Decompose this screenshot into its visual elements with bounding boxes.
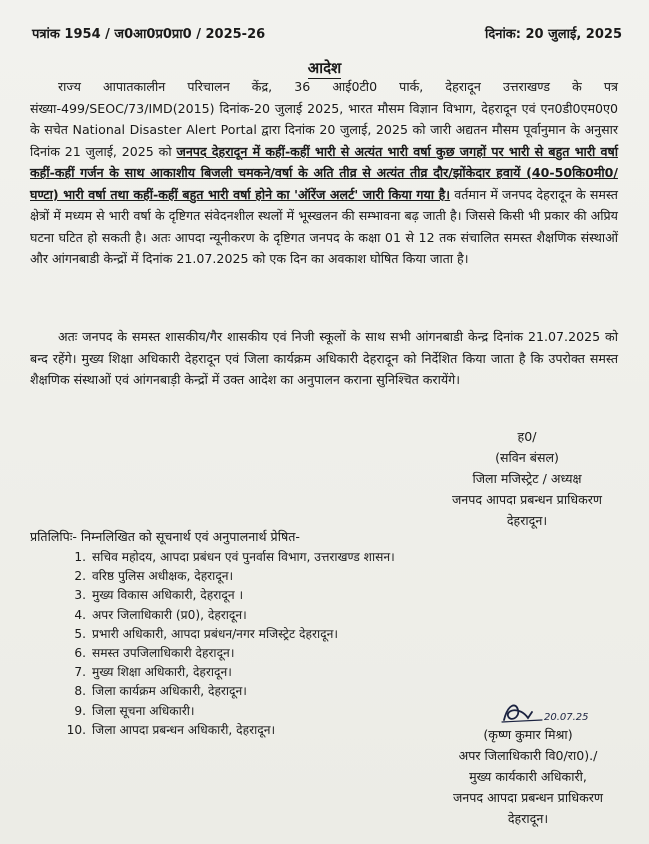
paragraph-1-intro: राज्य आपातकालीन परिचालन केंद्र, 36 आई0टी0 पार्क, देहरादून उत्तराखण्ड के पत्र संख्या-499/SEOC/73/IMD(2015) दिनांक-20 जुलाई 2025, भारत मौसम विज्ञान विभाग, देहरादून एवं एन0डी0एम0ए0 के सचेत National Disaster Alert Portal द्वारा दिनांक 20 जुलाई, 2025 को जारी अद्यतन मौसम पूर्वानुमान के अनुसार दिनांक 21 जुलाई, 2025 को (30, 79, 618, 159)
list-item: 7. मुख्य शिक्षा अधिकारी, देहरादून। (74, 665, 232, 680)
handwritten-signature (498, 700, 618, 726)
signature-date: 20.07.25 (544, 712, 589, 723)
signatory-authority: जनपद आपदा प्रबन्धन प्राधिकरण (451, 492, 603, 507)
list-item: 1. सचिव महोदय, आपदा प्रबंधन एवं पुनर्वास विभाग, उत्तराखण्ड शासन। (74, 550, 395, 564)
list-item: 8. जिला कार्यक्रम अधिकारी, देहरादून। (74, 684, 247, 699)
signature-block-dm (432, 426, 622, 531)
letter-number: पत्रांक 1954 / ज0आ0प्र0प्रा0 / 2025-26 (32, 27, 266, 42)
orange-alert-text: जनपद देहरादून में कहीं-कहीं भारी से अत्यंत भारी वर्षा कुछ जगहों पर भारी से बहुत भारी वर्षा कहीं-कहीं गर्जन के साथ आकाशीय बिजली चमकने/वर्षा के अति तीव्र से अत्यंत तीव्र दौर/झोंकेदार हवायें (40-50कि0मी0/घण्टा) भारी वर्षा तथा कहीं-कहीं बहुत भारी वर्षा होने का 'ऑरेंज अलर्ट' जारी किया गया है। (30, 143, 619, 202)
copy-to-list (66, 548, 486, 740)
document-header (32, 24, 622, 44)
order-paragraph-2: अतः जनपद के समस्त शासकीय/गैर शासकीय एवं निजी स्कूलों के साथ सभी आंगनबाडी केन्द्र दिनांक 21.07.2025 को बन्द रहेंगे। मुख्य शिक्षा अधिकारी देहरादून एवं जिला कार्यक्रम अधिकारी देहरादून को निर्देशित किया जाता है कि उपरोक्त समस्त शैक्षणिक संस्थाओं एवं आंगनबाड़ी केन्द्रों में उक्त आदेश का अनुपालन कराना सुनिश्चित करायेंगे। (30, 329, 618, 387)
list-item: 5. प्रभारी अधिकारी, आपदा प्रबंधन/नगर मजिस्ट्रेट देहरादून। (74, 626, 338, 641)
signatory-designation: जिला मजिस्ट्रेट / अध्यक्ष (472, 471, 582, 486)
document-title-text: आदेश (307, 59, 342, 77)
signatory-place: देहरादून। (507, 811, 549, 826)
list-item: 4. अपर जिलाधिकारी (प्र0), देहरादून। (74, 607, 247, 622)
signatory-authority: जनपद आपदा प्रबन्धन प्राधिकरण (452, 790, 604, 805)
list-item: 2. वरिष्ठ पुलिस अधीक्षक, देहरादून। (74, 569, 234, 584)
signatory-officer: मुख्य कार्यकारी अधिकारी, (469, 769, 587, 784)
list-item: 3. मुख्य विकास अधिकारी, देहरादून । (74, 588, 244, 603)
signature-block-adm (428, 724, 628, 829)
signatory-place: देहरादून। (506, 513, 548, 528)
signatory-designation: अपर जिलाधिकारी वि0/रा0)./ (458, 748, 598, 763)
list-item: 10. जिला आपदा प्रबन्धन अधिकारी, देहरादून। (66, 722, 276, 737)
copy-to-intro: प्रतिलिपिः- निम्नलिखित को सूचनार्थ एवं अनुपालनार्थ प्रेषित- (30, 529, 300, 544)
paragraph-1-rest: वर्तमान में जनपद देहरादून के समस्त क्षेत्रों में मध्यम से भारी वर्षा के दृष्टिगत संवेदनशील स्थलों में भूस्खलन की सम्भावना बढ़ जाती है। जिससे किसी भी प्रकार की अप्रिय घटना घटित हो सकती है। अतः आपदा न्यूनीकरण के दृष्टिगत जनपद के कक्षा 01 से 12 तक संचालित समस्त शैक्षणिक संस्थाओं और आंगनबाडी केन्द्रों में दिनांक 21.07.2025 को एक दिन का अवकाश घोषित किया जाता है। (30, 186, 618, 266)
signed-mark: ह0/ (517, 429, 537, 444)
signatory-name: (कृष्ण कुमार मिश्रा) (483, 727, 573, 742)
list-item: 9. जिला सूचना अधिकारी। (74, 703, 195, 718)
signatory-name: (सविन बंसल) (495, 450, 559, 465)
order-paragraph-1 (30, 76, 618, 270)
document-title (0, 58, 649, 78)
list-item: 6. समस्त उपजिलाधिकारी देहरादून। (74, 646, 235, 661)
letter-date: दिनांक: 20 जुलाई, 2025 (484, 27, 622, 42)
